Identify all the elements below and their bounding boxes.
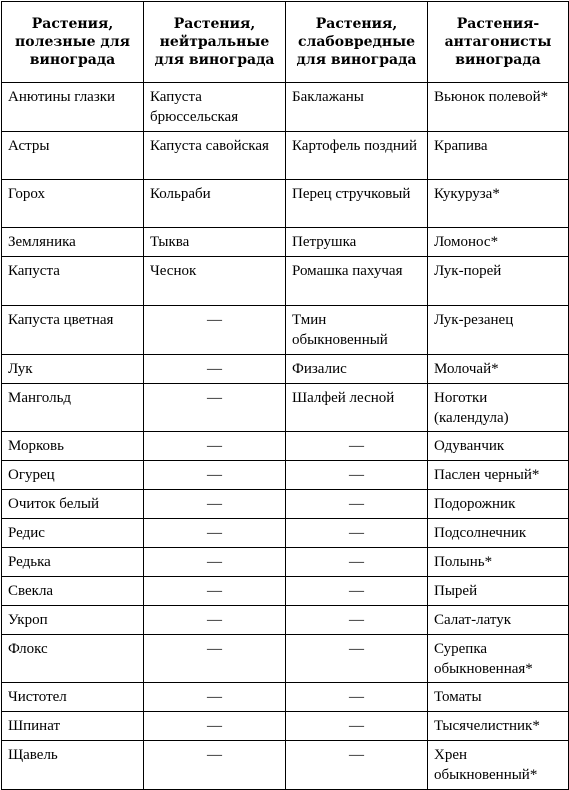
- neutral-cell: —: [144, 355, 286, 384]
- neutral-cell: —: [144, 490, 286, 519]
- table-row: [2, 635, 569, 683]
- neutral-cell: —: [144, 577, 286, 606]
- antagonist-cell: Хрен обыкновенный*: [428, 741, 569, 790]
- antagonist-cell: Пырей: [428, 577, 569, 606]
- useful-cell: Горох: [2, 180, 144, 228]
- useful-cell: Астры: [2, 132, 144, 180]
- slightly-harmful-cell: —: [286, 741, 428, 790]
- header-useful: Растения, полезные для винограда: [2, 2, 144, 83]
- neutral-cell: —: [144, 683, 286, 712]
- antagonist-cell: Сурепка обыкновенная*: [428, 635, 569, 683]
- neutral-cell: —: [144, 461, 286, 490]
- useful-cell: Капуста: [2, 257, 144, 306]
- slightly-harmful-cell: —: [286, 635, 428, 683]
- header-neutral: Растения, нейтральные для винограда: [144, 2, 286, 83]
- header-antagonists: Растения-антагонисты винограда: [428, 2, 569, 83]
- table-row: [2, 490, 569, 519]
- table-row: [2, 355, 569, 384]
- neutral-cell: —: [144, 635, 286, 683]
- table-row: [2, 432, 569, 461]
- antagonist-cell: Кукуруза*: [428, 180, 569, 228]
- table-row: [2, 741, 569, 790]
- useful-cell: Шпинат: [2, 712, 144, 741]
- useful-cell: Флокс: [2, 635, 144, 683]
- useful-cell: Редька: [2, 548, 144, 577]
- useful-cell: Чистотел: [2, 683, 144, 712]
- antagonist-cell: Подсолнечник: [428, 519, 569, 548]
- antagonist-cell: Крапива: [428, 132, 569, 180]
- useful-cell: Лук: [2, 355, 144, 384]
- useful-cell: Анютины глазки: [2, 83, 144, 132]
- slightly-harmful-cell: Физалис: [286, 355, 428, 384]
- table-row: [2, 180, 569, 228]
- table-row: [2, 712, 569, 741]
- antagonist-cell: Лук-резанец: [428, 306, 569, 355]
- neutral-cell: Капуста брюссельская: [144, 83, 286, 132]
- neutral-cell: Кольраби: [144, 180, 286, 228]
- header-slightly-harmful: Растения, слабовредные для винограда: [286, 2, 428, 83]
- neutral-cell: Капуста савойская: [144, 132, 286, 180]
- table-body: [2, 83, 569, 790]
- slightly-harmful-cell: —: [286, 606, 428, 635]
- neutral-cell: —: [144, 432, 286, 461]
- table-row: [2, 461, 569, 490]
- table-row: [2, 257, 569, 306]
- slightly-harmful-cell: Перец стручковый: [286, 180, 428, 228]
- antagonist-cell: Молочай*: [428, 355, 569, 384]
- neutral-cell: —: [144, 519, 286, 548]
- neutral-cell: —: [144, 741, 286, 790]
- antagonist-cell: Томаты: [428, 683, 569, 712]
- neutral-cell: —: [144, 384, 286, 432]
- neutral-cell: —: [144, 548, 286, 577]
- slightly-harmful-cell: Тмин обыкновенный: [286, 306, 428, 355]
- slightly-harmful-cell: Петрушка: [286, 228, 428, 257]
- neutral-cell: Чеснок: [144, 257, 286, 306]
- table-header: [2, 2, 569, 83]
- useful-cell: Земляника: [2, 228, 144, 257]
- useful-cell: Мангольд: [2, 384, 144, 432]
- neutral-cell: —: [144, 306, 286, 355]
- useful-cell: Капуста цветная: [2, 306, 144, 355]
- slightly-harmful-cell: —: [286, 712, 428, 741]
- grape-companion-plants-table: [1, 1, 569, 790]
- useful-cell: Морковь: [2, 432, 144, 461]
- slightly-harmful-cell: —: [286, 577, 428, 606]
- table-row: [2, 132, 569, 180]
- table-row: [2, 606, 569, 635]
- antagonist-cell: Одуванчик: [428, 432, 569, 461]
- table-row: [2, 228, 569, 257]
- neutral-cell: Тыква: [144, 228, 286, 257]
- antagonist-cell: Полынь*: [428, 548, 569, 577]
- table-row: [2, 83, 569, 132]
- slightly-harmful-cell: —: [286, 683, 428, 712]
- useful-cell: Очиток белый: [2, 490, 144, 519]
- slightly-harmful-cell: Шалфей лесной: [286, 384, 428, 432]
- neutral-cell: —: [144, 606, 286, 635]
- useful-cell: Укроп: [2, 606, 144, 635]
- slightly-harmful-cell: Баклажаны: [286, 83, 428, 132]
- slightly-harmful-cell: —: [286, 432, 428, 461]
- antagonist-cell: Вьюнок полевой*: [428, 83, 569, 132]
- table-row: [2, 548, 569, 577]
- slightly-harmful-cell: —: [286, 519, 428, 548]
- table-row: [2, 577, 569, 606]
- useful-cell: Щавель: [2, 741, 144, 790]
- antagonist-cell: Подорожник: [428, 490, 569, 519]
- header-row: [2, 2, 569, 83]
- antagonist-cell: Салат-латук: [428, 606, 569, 635]
- antagonist-cell: Ломонос*: [428, 228, 569, 257]
- useful-cell: Свекла: [2, 577, 144, 606]
- antagonist-cell: Ноготки (календула): [428, 384, 569, 432]
- slightly-harmful-cell: Ромашка пахучая: [286, 257, 428, 306]
- antagonist-cell: Паслен черный*: [428, 461, 569, 490]
- table-row: [2, 384, 569, 432]
- antagonist-cell: Лук-порей: [428, 257, 569, 306]
- table-row: [2, 683, 569, 712]
- antagonist-cell: Тысячелистник*: [428, 712, 569, 741]
- useful-cell: Редис: [2, 519, 144, 548]
- table-row: [2, 519, 569, 548]
- slightly-harmful-cell: —: [286, 548, 428, 577]
- slightly-harmful-cell: Картофель поздний: [286, 132, 428, 180]
- slightly-harmful-cell: —: [286, 461, 428, 490]
- neutral-cell: —: [144, 712, 286, 741]
- useful-cell: Огурец: [2, 461, 144, 490]
- table-row: [2, 306, 569, 355]
- slightly-harmful-cell: —: [286, 490, 428, 519]
